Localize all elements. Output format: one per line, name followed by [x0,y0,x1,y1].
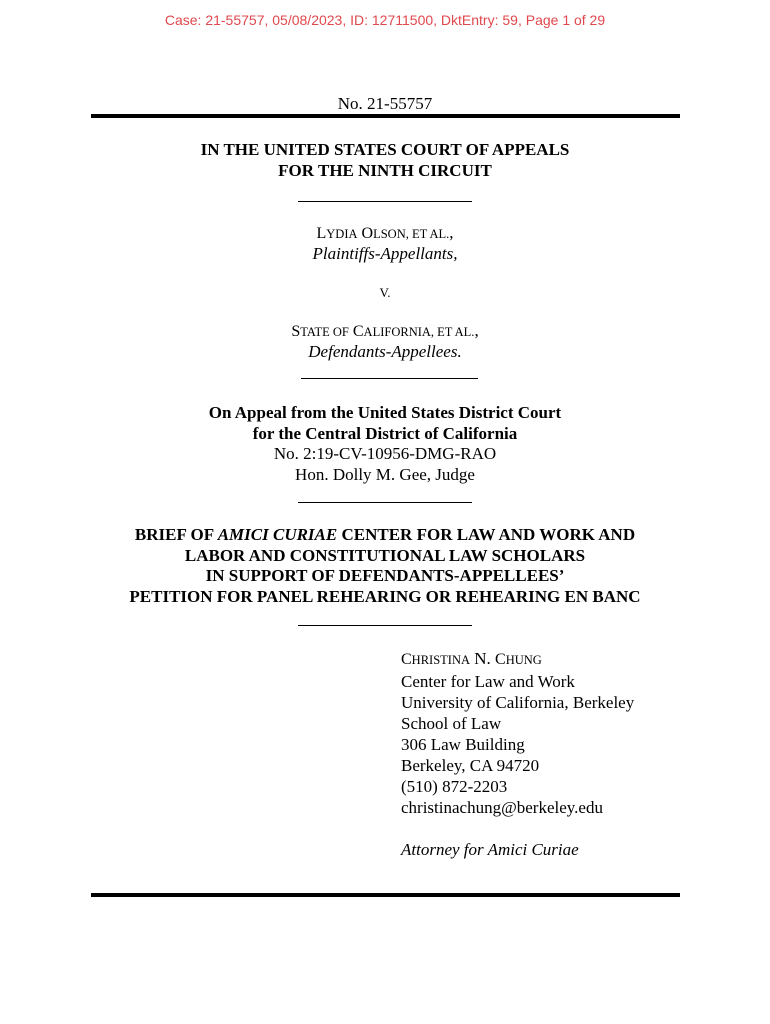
defendants-role: Defendants-Appellees. [308,342,462,361]
attorney-building: 306 Law Building [401,735,525,754]
attorney-university: University of California, Berkeley [401,693,635,712]
brief-title-line-3: IN SUPPORT OF DEFENDANTS-APPELLEES’ [205,566,565,585]
attorney-block [401,648,634,860]
top-rule [91,114,680,118]
docket-number: No. 21-55757 [337,94,433,113]
appeal-line-1: On Appeal from the United States District Court [208,403,562,422]
court-name-line-2: FOR THE NINTH CIRCUIT [278,161,492,180]
attorney-email: christinachung@berkeley.edu [401,798,603,817]
plaintiffs-name: LYDIA OLSON, ET AL., [316,223,454,242]
separator-1 [298,201,472,202]
separator-4 [298,625,472,626]
district-judge: Hon. Dolly M. Gee, Judge [295,465,475,484]
bottom-rule [91,893,680,897]
appeal-line-2: for the Central District of California [252,424,518,443]
district-case-number: No. 2:19-CV-10956-DMG-RAO [273,444,497,463]
attorney-school: School of Law [401,714,502,733]
court-name-line-1: IN THE UNITED STATES COURT OF APPEALS [200,140,570,159]
separator-2 [301,378,478,379]
brief-title-line-4: PETITION FOR PANEL REHEARING OR REHEARING EN BANC [129,587,641,606]
case-header-stamp: Case: 21-55757, 05/08/2023, ID: 12711500, DktEntry: 59, Page 1 of 29 [164,12,606,28]
brief-title-line-1: BRIEF OF AMICI CURIAE CENTER FOR LAW AND WORK AND [134,525,636,544]
separator-3 [298,502,472,503]
attorney-phone: (510) 872-2203 [401,777,508,796]
versus: V. [379,285,391,300]
attorney-org: Center for Law and Work [401,672,575,691]
brief-title-line-2: LABOR AND CONSTITUTIONAL LAW SCHOLARS [184,546,586,565]
plaintiffs-role: Plaintiffs-Appellants, [312,244,458,263]
attorney-city: Berkeley, CA 94720 [401,756,540,775]
defendants-name: STATE OF CALIFORNIA, ET AL., [291,321,479,340]
attorney-name: CHRISTINA N. CHUNG [401,649,542,668]
attorney-role: Attorney for Amici Curiae [401,840,579,859]
